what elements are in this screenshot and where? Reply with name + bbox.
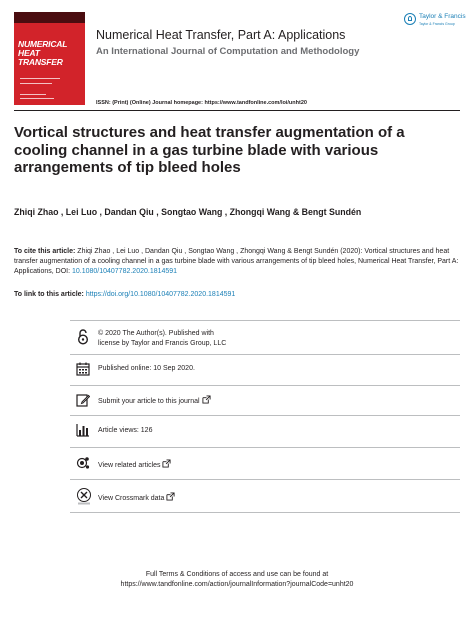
footer-terms (0, 570, 474, 589)
external-link-icon (166, 492, 175, 501)
cover-decor-line (20, 83, 52, 84)
external-link-icon (202, 395, 211, 404)
related-articles-label[interactable]: View related articles (98, 462, 161, 469)
bar-chart-icon (76, 423, 90, 437)
crossmark-label[interactable]: View Crossmark data (98, 495, 165, 502)
cover-decor-line (20, 98, 54, 99)
article-views: Article views: 126 (98, 427, 153, 434)
citation-label: To cite this article: (14, 248, 76, 255)
license-text (98, 329, 226, 349)
publisher-logo[interactable] (404, 12, 464, 34)
section-divider (70, 320, 460, 321)
cover-title (18, 40, 84, 67)
publisher-name: Taylor & Francis (419, 13, 466, 20)
publisher-logo-icon (404, 13, 416, 25)
citation-block (14, 247, 460, 277)
license-line2: license by Taylor and Francis Group, LLC (98, 340, 227, 347)
article-link-line (14, 291, 235, 298)
crossmark-icon[interactable] (76, 488, 92, 506)
issn-line: ISSN: (Print) (Online) Journal homepage: https://www.tandfonline.com/loi/unht20 (96, 100, 307, 106)
section-divider (70, 512, 460, 513)
article-doi-url[interactable]: https://doi.org/10.1080/10407782.2020.1814591 (85, 291, 236, 298)
cover-decor-line (20, 94, 46, 95)
footer-terms-url[interactable]: https://www.tandfonline.com/action/journalInformation?journalCode=unht20 (120, 580, 354, 588)
cover-title-line2: HEAT (18, 48, 40, 58)
published-date: Published online: 10 Sep 2020. (98, 365, 195, 372)
related-articles-icon[interactable] (76, 456, 90, 470)
submit-article-label[interactable]: Submit your article to this journal (98, 398, 200, 405)
footer-line1: Full Terms & Conditions of access and use can be found at (145, 571, 329, 578)
section-divider (70, 415, 460, 416)
external-link-icon (162, 459, 171, 468)
article-link-label: To link to this article: (14, 291, 86, 298)
license-line1: © 2020 The Author(s). Published with (98, 330, 214, 337)
open-access-icon (76, 329, 90, 343)
related-articles-link[interactable] (98, 459, 171, 471)
section-divider (70, 354, 460, 355)
section-divider (70, 385, 460, 386)
article-authors: Zhiqi Zhao , Lei Luo , Dandan Qiu , Songtao Wang , Zhongqi Wang & Bengt Sundén (14, 207, 362, 217)
journal-title[interactable]: Numerical Heat Transfer, Part A: Applications (96, 28, 346, 42)
cover-title-line3: TRANSFER (18, 57, 63, 67)
journal-subtitle: An International Journal of Computation and Methodology (96, 46, 360, 57)
submit-pencil-icon[interactable] (76, 393, 90, 407)
cover-decor-line (20, 78, 60, 79)
header-divider (14, 110, 460, 111)
cover-top-band (14, 12, 85, 23)
calendar-icon (76, 362, 90, 376)
cover-title-line1: NUMERICAL (18, 39, 68, 49)
section-divider (70, 447, 460, 448)
publisher-tagline: Taylor & Francis Group (419, 22, 455, 26)
article-title: Vortical structures and heat transfer augmentation of a cooling channel in a gas turbine blade with various arrangements of tip bleed holes (14, 124, 405, 176)
citation-text: Zhiqi Zhao , Lei Luo , Dandan Qiu , Songtao Wang , Zhongqi Wang & Bengt Sundén (2020): Vortical structures and heat transfer augmentation of a cooling channel in a gas turbine blade with various arrangements of tip bleed holes, Numerical Heat Transfer, Part A: Applications, DOI: (14, 248, 459, 275)
section-divider (70, 479, 460, 480)
submit-article-link[interactable] (98, 395, 211, 407)
citation-doi-link[interactable]: 10.1080/10407782.2020.1814591 (71, 268, 178, 275)
crossmark-link[interactable] (98, 492, 175, 504)
journal-cover-image[interactable] (14, 12, 85, 105)
